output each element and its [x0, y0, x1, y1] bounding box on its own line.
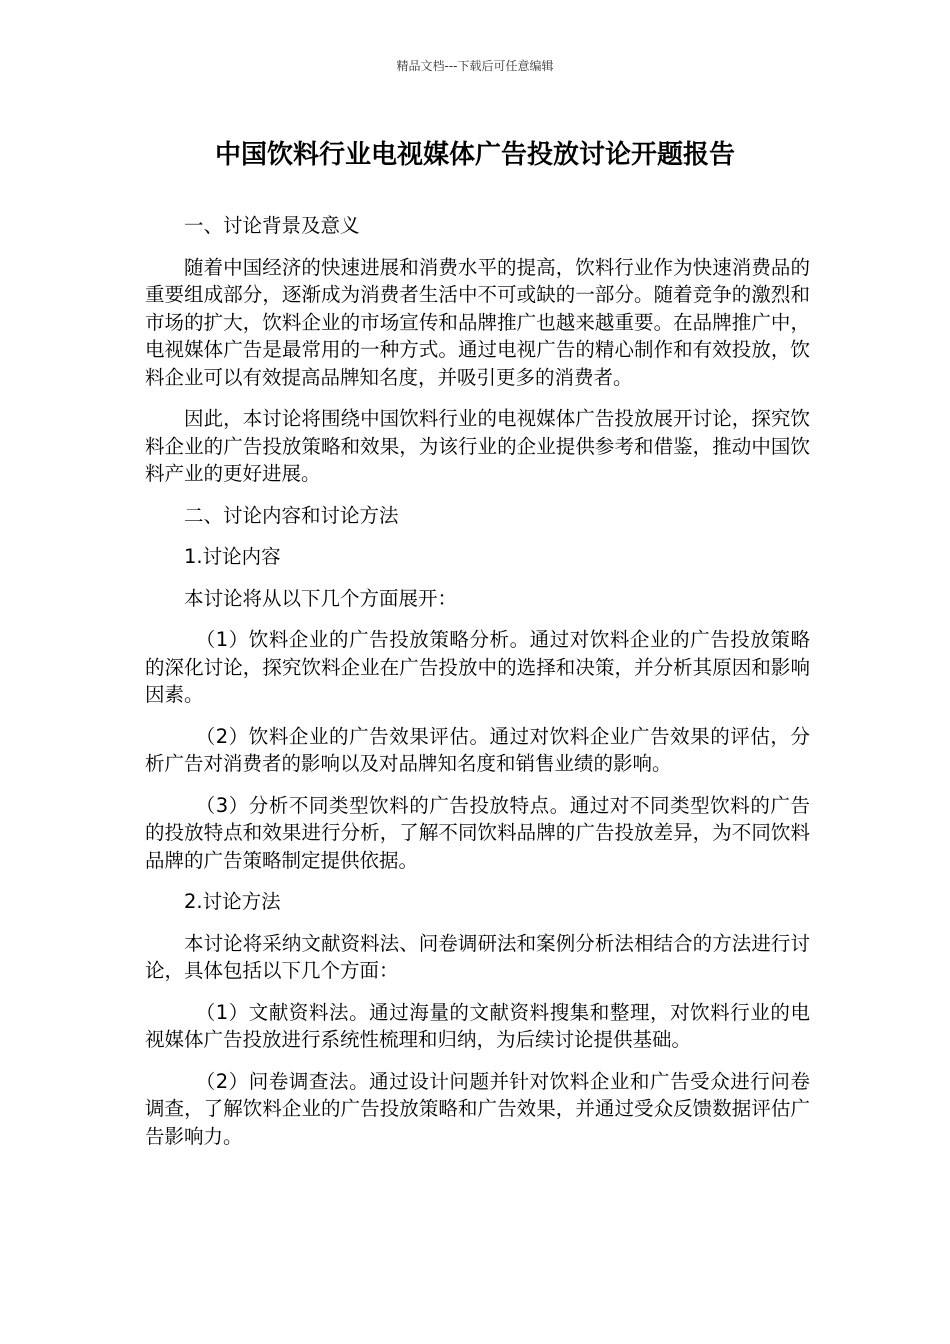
document-body: [145, 212, 810, 1164]
page-title: 中国饮料行业电视媒体广告投放讨论开题报告: [214, 140, 735, 170]
section2-heading: 二、讨论内容和讨论方法: [184, 503, 399, 527]
subsection-research-content-heading: 1.讨论内容: [184, 545, 281, 568]
research-content-item-1: （1）饮料企业的广告投放策略分析。通过对饮料企业的广告投放策略的深化讨论，探究饮料企业在广告投放中的选择和决策，并分析其原因和影响因素。: [145, 628, 810, 706]
section1-heading: 一、讨论背景及意义: [184, 214, 360, 237]
section1-paragraph-1: 随着中国经济的快速进展和消费水平的提高，饮料行业作为快速消费品的重要组成部分，逐渐成为消费者生活中不可或缺的一部分。随着竞争的激烈和市场的扩大，饮料企业的市场宣传和品牌推广也越来越重要。在品牌推广中，电视媒体广告是最常用的一种方式。通过电视广告的精心制作和有效投放，饮料企业可以有效提高品牌知名度，并吸引更多的消费者。: [145, 255, 810, 389]
research-content-intro: 本讨论将从以下几个方面展开：: [184, 586, 458, 610]
research-content-item-2: （2）饮料企业的广告效果评估。通过对饮料企业广告效果的评估，分析广告对消费者的影响以及对品牌知名度和销售业绩的影响。: [145, 724, 810, 775]
research-method-item-2: （2）问卷调查法。通过设计问题并针对饮料企业和广告受众进行问卷调查，了解饮料企业的广告投放策略和广告效果，并通过受众反馈数据评估广告影响力。: [145, 1069, 810, 1148]
research-content-item-3: （3）分析不同类型饮料的广告投放特点。通过对不同类型饮料的广告的投放特点和效果进行分析，了解不同饮料品牌的广告投放差异，为不同饮料品牌的广告策略制定提供依据。: [145, 793, 810, 872]
research-method-intro: 本讨论将采纳文献资料法、问卷调研法和案例分析法相结合的方法进行讨论，具体包括以下几个方面：: [145, 931, 810, 982]
section1-paragraph-2: 因此，本讨论将围绕中国饮料行业的电视媒体广告投放展开讨论，探究饮料企业的广告投放策略和效果，为该行业的企业提供参考和借鉴，推动中国饮料产业的更好进展。: [145, 407, 810, 485]
research-method-item-1: （1）文献资料法。通过海量的文献资料搜集和整理，对饮料行业的电视媒体广告投放进行系统性梳理和归纳，为后续讨论提供基础。: [145, 1000, 810, 1051]
subsection-research-method-heading: 2.讨论方法: [184, 890, 281, 913]
header-note: 精品文档---下载后可任意编辑: [396, 59, 554, 73]
